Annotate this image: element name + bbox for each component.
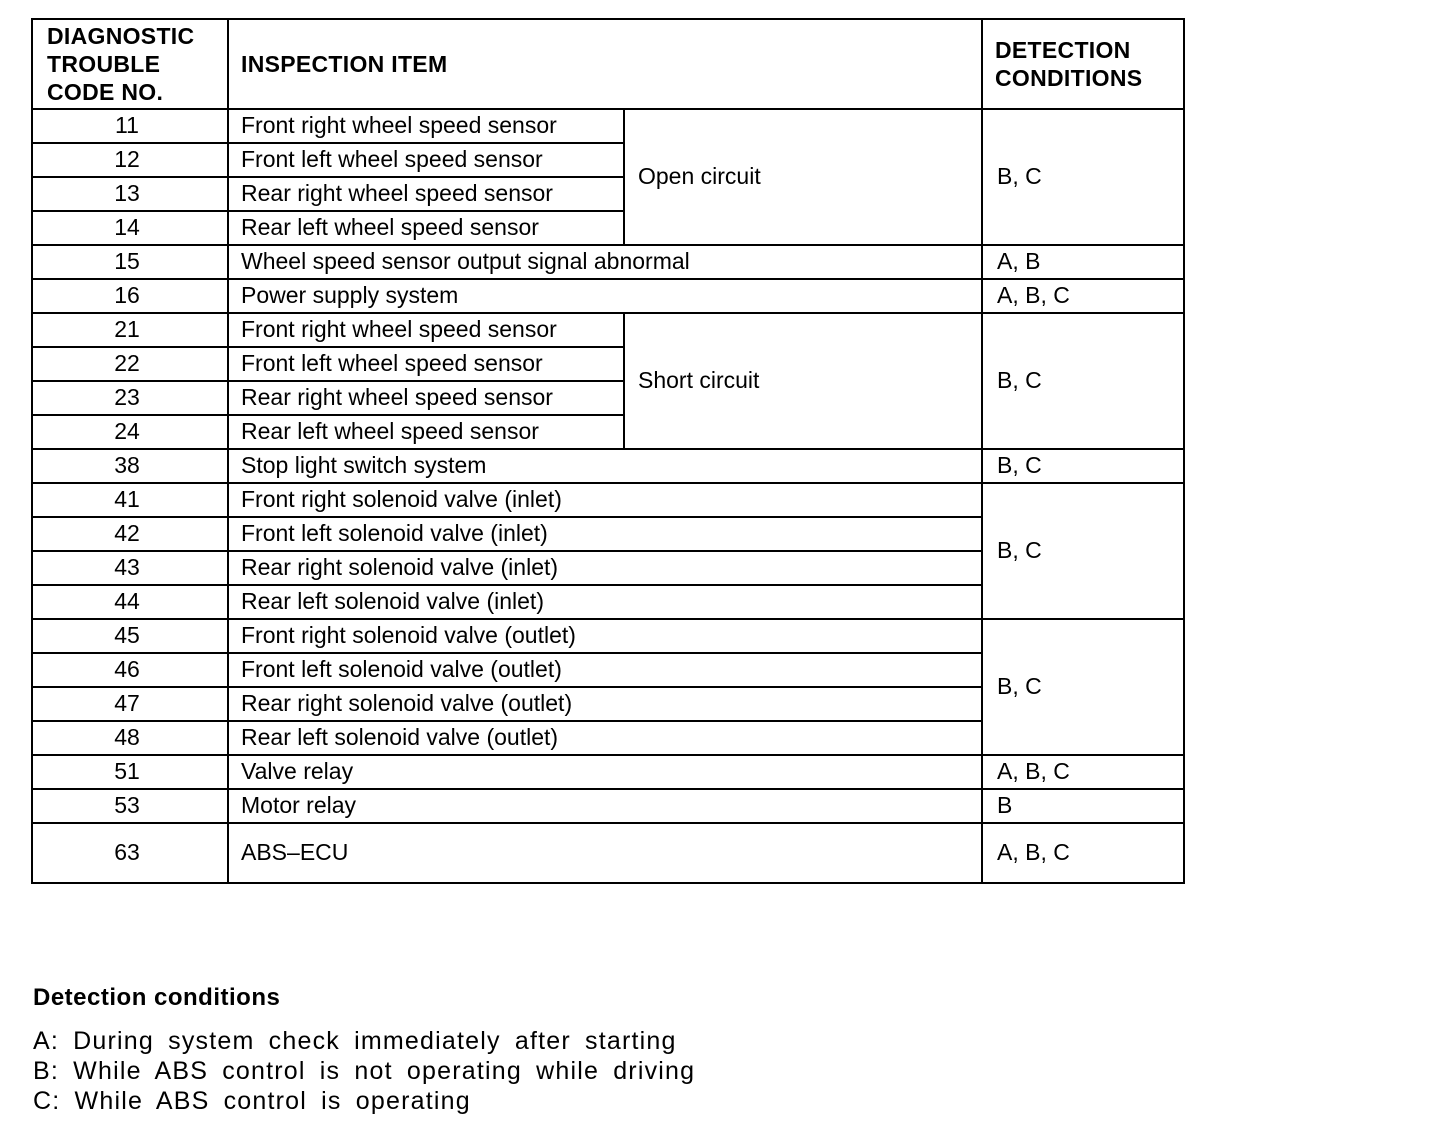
table-row <box>32 619 1184 653</box>
inspection-item-cell: Stop light switch system <box>228 449 982 483</box>
inspection-item-cell: Rear right solenoid valve (inlet) <box>228 551 982 585</box>
dtc-code-cell: 46 <box>32 653 228 687</box>
legend-line-c: C: While ABS control is operating <box>33 1087 471 1115</box>
inspection-item-cell: ABS–ECU <box>228 823 982 883</box>
detection-conditions-cell: A, B, C <box>982 279 1184 313</box>
table-row <box>32 449 1184 483</box>
inspection-item-cell: Rear right wheel speed sensor <box>228 381 624 415</box>
diagnostic-trouble-code-table <box>31 18 1185 884</box>
detection-conditions-cell: A, B <box>982 245 1184 279</box>
inspection-item-cell: Motor relay <box>228 789 982 823</box>
dtc-code-cell: 44 <box>32 585 228 619</box>
table-row <box>32 789 1184 823</box>
detection-conditions-cell: B <box>982 789 1184 823</box>
table-row <box>32 279 1184 313</box>
dtc-code-cell: 13 <box>32 177 228 211</box>
dtc-code-cell: 15 <box>32 245 228 279</box>
fault-type-cell: Open circuit <box>624 109 982 245</box>
dtc-code-cell: 41 <box>32 483 228 517</box>
table-body <box>32 109 1184 883</box>
table-row <box>32 755 1184 789</box>
detection-conditions-cell: B, C <box>982 449 1184 483</box>
legend-line-a: A: During system check immediately after starting <box>33 1027 677 1055</box>
inspection-item-cell: Rear left wheel speed sensor <box>228 415 624 449</box>
dtc-code-cell: 38 <box>32 449 228 483</box>
inspection-item-cell: Power supply system <box>228 279 982 313</box>
dtc-code-cell: 16 <box>32 279 228 313</box>
dtc-code-cell: 43 <box>32 551 228 585</box>
dtc-code-cell: 53 <box>32 789 228 823</box>
header-detection-conditions: DETECTION CONDITIONS <box>982 19 1184 109</box>
dtc-code-cell: 63 <box>32 823 228 883</box>
table-row <box>32 245 1184 279</box>
inspection-item-cell: Front right solenoid valve (inlet) <box>228 483 982 517</box>
fault-type-cell: Short circuit <box>624 313 982 449</box>
inspection-item-cell: Front right wheel speed sensor <box>228 313 624 347</box>
dtc-code-cell: 12 <box>32 143 228 177</box>
dtc-code-cell: 42 <box>32 517 228 551</box>
detection-conditions-legend <box>33 984 933 1116</box>
detection-conditions-cell: B, C <box>982 109 1184 245</box>
inspection-item-cell: Front right wheel speed sensor <box>228 109 624 143</box>
inspection-item-cell: Front left wheel speed sensor <box>228 347 624 381</box>
dtc-code-cell: 14 <box>32 211 228 245</box>
table-row <box>32 313 1184 347</box>
header-code: DIAGNOSTIC TROUBLE CODE NO. <box>32 19 228 109</box>
detection-conditions-cell: B, C <box>982 483 1184 619</box>
inspection-item-cell: Front left wheel speed sensor <box>228 143 624 177</box>
table-header-row <box>32 19 1184 109</box>
inspection-item-cell: Rear right wheel speed sensor <box>228 177 624 211</box>
inspection-item-cell: Rear left wheel speed sensor <box>228 211 624 245</box>
inspection-item-cell: Front left solenoid valve (inlet) <box>228 517 982 551</box>
dtc-code-cell: 22 <box>32 347 228 381</box>
dtc-code-cell: 47 <box>32 687 228 721</box>
header-inspection-item: INSPECTION ITEM <box>228 19 982 109</box>
table-row <box>32 109 1184 143</box>
dtc-code-cell: 21 <box>32 313 228 347</box>
dtc-code-cell: 45 <box>32 619 228 653</box>
inspection-item-cell: Front right solenoid valve (outlet) <box>228 619 982 653</box>
dtc-code-cell: 24 <box>32 415 228 449</box>
legend-title: Detection conditions <box>33 984 281 1011</box>
detection-conditions-cell: A, B, C <box>982 755 1184 789</box>
inspection-item-cell: Rear left solenoid valve (inlet) <box>228 585 982 619</box>
inspection-item-cell: Valve relay <box>228 755 982 789</box>
table-row <box>32 823 1184 883</box>
dtc-code-cell: 51 <box>32 755 228 789</box>
dtc-code-cell: 48 <box>32 721 228 755</box>
detection-conditions-cell: A, B, C <box>982 823 1184 883</box>
inspection-item-cell: Rear left solenoid valve (outlet) <box>228 721 982 755</box>
inspection-item-cell: Front left solenoid valve (outlet) <box>228 653 982 687</box>
dtc-code-cell: 11 <box>32 109 228 143</box>
dtc-code-cell: 23 <box>32 381 228 415</box>
inspection-item-cell: Rear right solenoid valve (outlet) <box>228 687 982 721</box>
detection-conditions-cell: B, C <box>982 619 1184 755</box>
legend-line-b: B: While ABS control is not operating while driving <box>33 1057 696 1085</box>
table-row <box>32 483 1184 517</box>
detection-conditions-cell: B, C <box>982 313 1184 449</box>
inspection-item-cell: Wheel speed sensor output signal abnormal <box>228 245 982 279</box>
